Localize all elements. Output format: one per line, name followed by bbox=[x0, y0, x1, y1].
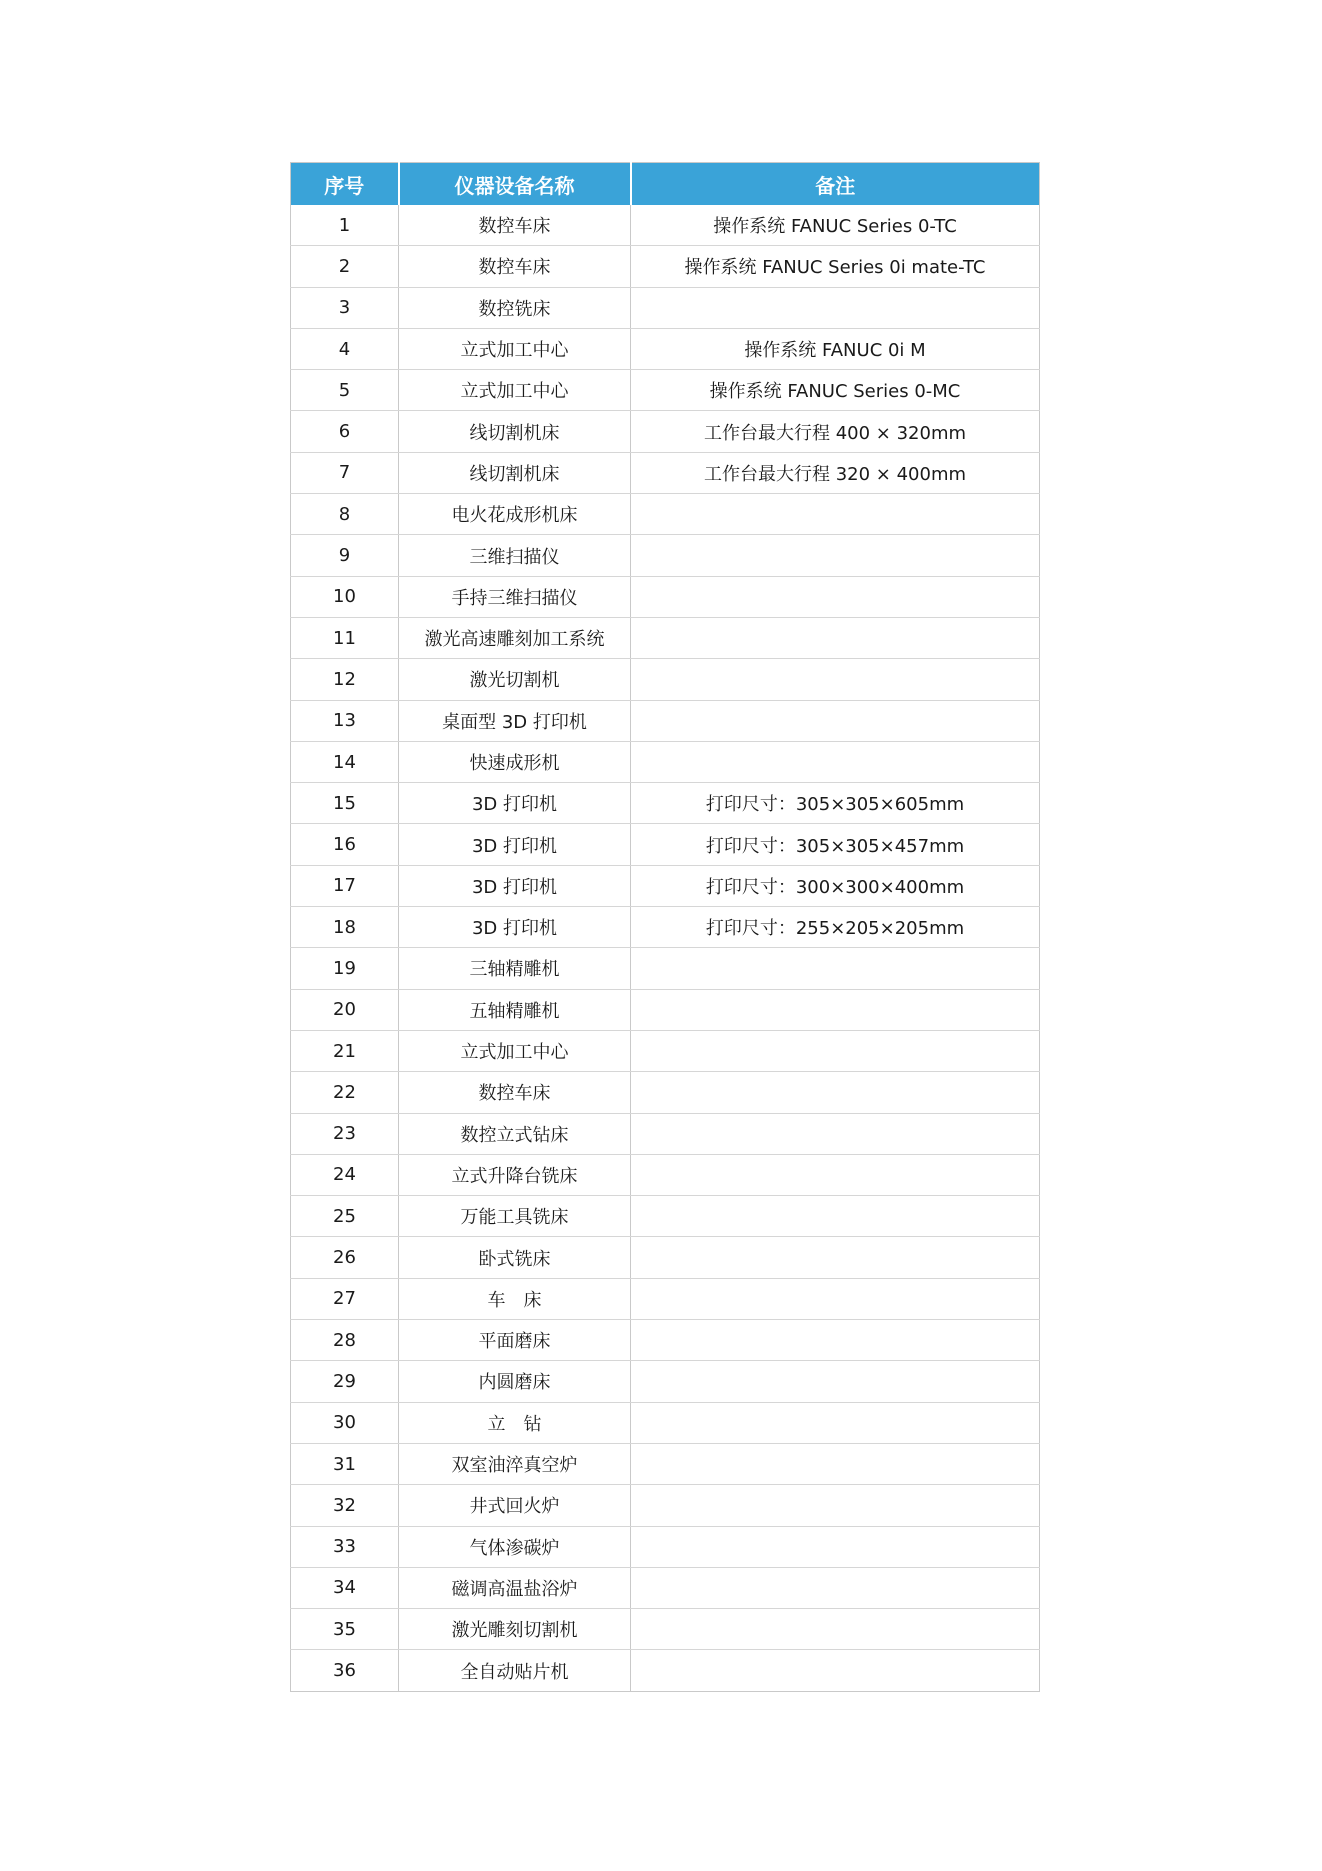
cell-equipment-name: 磁调高温盐浴炉 bbox=[399, 1567, 631, 1608]
cell-remarks bbox=[631, 1154, 1040, 1195]
table-row bbox=[291, 989, 1040, 1030]
table-row bbox=[291, 617, 1040, 658]
cell-serial-number: 35 bbox=[291, 1609, 399, 1650]
cell-serial-number: 22 bbox=[291, 1072, 399, 1113]
cell-equipment-name: 气体渗碳炉 bbox=[399, 1526, 631, 1567]
cell-equipment-name: 数控铣床 bbox=[399, 287, 631, 328]
table-row bbox=[291, 1237, 1040, 1278]
cell-equipment-name: 全自动贴片机 bbox=[399, 1650, 631, 1691]
cell-remarks bbox=[631, 1650, 1040, 1691]
cell-equipment-name: 立式加工中心 bbox=[399, 370, 631, 411]
cell-remarks: 操作系统 FANUC Series 0-TC bbox=[631, 205, 1040, 246]
cell-serial-number: 18 bbox=[291, 907, 399, 948]
cell-equipment-name: 快速成形机 bbox=[399, 741, 631, 782]
cell-equipment-name: 手持三维扫描仪 bbox=[399, 576, 631, 617]
cell-serial-number: 6 bbox=[291, 411, 399, 452]
cell-remarks bbox=[631, 1030, 1040, 1071]
cell-remarks: 工作台最大行程 320 × 400mm bbox=[631, 452, 1040, 493]
cell-serial-number: 3 bbox=[291, 287, 399, 328]
cell-serial-number: 14 bbox=[291, 741, 399, 782]
cell-equipment-name: 平面磨床 bbox=[399, 1320, 631, 1361]
header-row bbox=[291, 163, 1040, 206]
cell-remarks bbox=[631, 1609, 1040, 1650]
table-row bbox=[291, 1609, 1040, 1650]
cell-remarks: 打印尺寸：255×205×205mm bbox=[631, 907, 1040, 948]
cell-serial-number: 10 bbox=[291, 576, 399, 617]
cell-remarks bbox=[631, 535, 1040, 576]
cell-serial-number: 32 bbox=[291, 1485, 399, 1526]
cell-remarks bbox=[631, 287, 1040, 328]
cell-equipment-name: 数控立式钻床 bbox=[399, 1113, 631, 1154]
cell-serial-number: 21 bbox=[291, 1030, 399, 1071]
cell-serial-number: 9 bbox=[291, 535, 399, 576]
cell-equipment-name: 井式回火炉 bbox=[399, 1485, 631, 1526]
cell-equipment-name: 3D 打印机 bbox=[399, 824, 631, 865]
cell-remarks bbox=[631, 989, 1040, 1030]
cell-serial-number: 30 bbox=[291, 1402, 399, 1443]
table-row bbox=[291, 411, 1040, 452]
cell-equipment-name: 万能工具铣床 bbox=[399, 1196, 631, 1237]
cell-serial-number: 23 bbox=[291, 1113, 399, 1154]
cell-serial-number: 24 bbox=[291, 1154, 399, 1195]
cell-equipment-name: 五轴精雕机 bbox=[399, 989, 631, 1030]
table-row bbox=[291, 1485, 1040, 1526]
cell-serial-number: 15 bbox=[291, 783, 399, 824]
cell-equipment-name: 立 钻 bbox=[399, 1402, 631, 1443]
cell-remarks: 操作系统 FANUC Series 0i mate-TC bbox=[631, 246, 1040, 287]
cell-remarks bbox=[631, 1567, 1040, 1608]
table-header bbox=[291, 163, 1040, 206]
table-row bbox=[291, 1526, 1040, 1567]
cell-serial-number: 12 bbox=[291, 659, 399, 700]
cell-equipment-name: 车 床 bbox=[399, 1278, 631, 1319]
cell-serial-number: 29 bbox=[291, 1361, 399, 1402]
cell-serial-number: 5 bbox=[291, 370, 399, 411]
cell-remarks bbox=[631, 1443, 1040, 1484]
cell-equipment-name: 数控车床 bbox=[399, 246, 631, 287]
cell-remarks bbox=[631, 1485, 1040, 1526]
table-row bbox=[291, 1278, 1040, 1319]
cell-remarks bbox=[631, 1113, 1040, 1154]
cell-serial-number: 31 bbox=[291, 1443, 399, 1484]
cell-remarks bbox=[631, 1361, 1040, 1402]
table-body bbox=[291, 205, 1040, 1691]
table-row bbox=[291, 700, 1040, 741]
cell-remarks: 操作系统 FANUC 0i M bbox=[631, 328, 1040, 369]
cell-serial-number: 4 bbox=[291, 328, 399, 369]
table-row bbox=[291, 783, 1040, 824]
table-row bbox=[291, 328, 1040, 369]
cell-remarks bbox=[631, 617, 1040, 658]
table-row bbox=[291, 452, 1040, 493]
cell-remarks bbox=[631, 659, 1040, 700]
cell-serial-number: 26 bbox=[291, 1237, 399, 1278]
cell-equipment-name: 桌面型 3D 打印机 bbox=[399, 700, 631, 741]
table-row bbox=[291, 1113, 1040, 1154]
cell-serial-number: 1 bbox=[291, 205, 399, 246]
cell-remarks bbox=[631, 1072, 1040, 1113]
cell-serial-number: 19 bbox=[291, 948, 399, 989]
table-row bbox=[291, 1567, 1040, 1608]
cell-equipment-name: 3D 打印机 bbox=[399, 865, 631, 906]
table-row bbox=[291, 1196, 1040, 1237]
cell-serial-number: 36 bbox=[291, 1650, 399, 1691]
cell-equipment-name: 线切割机床 bbox=[399, 411, 631, 452]
cell-equipment-name: 3D 打印机 bbox=[399, 907, 631, 948]
table-row bbox=[291, 948, 1040, 989]
cell-remarks bbox=[631, 1320, 1040, 1361]
cell-equipment-name: 立式加工中心 bbox=[399, 1030, 631, 1071]
cell-equipment-name: 内圆磨床 bbox=[399, 1361, 631, 1402]
table-row bbox=[291, 1443, 1040, 1484]
cell-remarks bbox=[631, 1526, 1040, 1567]
header-remarks: 备注 bbox=[631, 163, 1040, 206]
table-row bbox=[291, 246, 1040, 287]
cell-remarks bbox=[631, 576, 1040, 617]
cell-equipment-name: 双室油淬真空炉 bbox=[399, 1443, 631, 1484]
cell-equipment-name: 线切割机床 bbox=[399, 452, 631, 493]
cell-serial-number: 33 bbox=[291, 1526, 399, 1567]
cell-serial-number: 28 bbox=[291, 1320, 399, 1361]
cell-remarks: 打印尺寸：300×300×400mm bbox=[631, 865, 1040, 906]
table-row bbox=[291, 370, 1040, 411]
cell-equipment-name: 三轴精雕机 bbox=[399, 948, 631, 989]
header-serial-number: 序号 bbox=[291, 163, 399, 206]
cell-equipment-name: 激光切割机 bbox=[399, 659, 631, 700]
cell-serial-number: 8 bbox=[291, 494, 399, 535]
table-row bbox=[291, 824, 1040, 865]
cell-serial-number: 11 bbox=[291, 617, 399, 658]
cell-remarks bbox=[631, 700, 1040, 741]
cell-remarks bbox=[631, 1402, 1040, 1443]
table-row bbox=[291, 1320, 1040, 1361]
table-row bbox=[291, 1030, 1040, 1071]
table-row bbox=[291, 576, 1040, 617]
cell-remarks bbox=[631, 1237, 1040, 1278]
cell-remarks bbox=[631, 741, 1040, 782]
cell-remarks: 操作系统 FANUC Series 0-MC bbox=[631, 370, 1040, 411]
cell-serial-number: 34 bbox=[291, 1567, 399, 1608]
table-row bbox=[291, 741, 1040, 782]
cell-equipment-name: 激光高速雕刻加工系统 bbox=[399, 617, 631, 658]
cell-equipment-name: 数控车床 bbox=[399, 1072, 631, 1113]
header-equipment-name: 仪器设备名称 bbox=[399, 163, 631, 206]
cell-remarks: 打印尺寸：305×305×457mm bbox=[631, 824, 1040, 865]
table-row bbox=[291, 1402, 1040, 1443]
cell-serial-number: 7 bbox=[291, 452, 399, 493]
table-row bbox=[291, 865, 1040, 906]
table-row bbox=[291, 535, 1040, 576]
table-row bbox=[291, 1361, 1040, 1402]
cell-equipment-name: 数控车床 bbox=[399, 205, 631, 246]
cell-equipment-name: 激光雕刻切割机 bbox=[399, 1609, 631, 1650]
cell-equipment-name: 卧式铣床 bbox=[399, 1237, 631, 1278]
cell-remarks: 打印尺寸：305×305×605mm bbox=[631, 783, 1040, 824]
cell-remarks bbox=[631, 948, 1040, 989]
cell-serial-number: 25 bbox=[291, 1196, 399, 1237]
cell-serial-number: 2 bbox=[291, 246, 399, 287]
table-row bbox=[291, 287, 1040, 328]
table-row bbox=[291, 1650, 1040, 1691]
equipment-table bbox=[290, 162, 1040, 1692]
cell-serial-number: 16 bbox=[291, 824, 399, 865]
cell-serial-number: 27 bbox=[291, 1278, 399, 1319]
cell-serial-number: 13 bbox=[291, 700, 399, 741]
cell-equipment-name: 三维扫描仪 bbox=[399, 535, 631, 576]
table-row bbox=[291, 205, 1040, 246]
cell-equipment-name: 3D 打印机 bbox=[399, 783, 631, 824]
table-row bbox=[291, 1154, 1040, 1195]
table-row bbox=[291, 494, 1040, 535]
cell-equipment-name: 立式加工中心 bbox=[399, 328, 631, 369]
cell-equipment-name: 电火花成形机床 bbox=[399, 494, 631, 535]
cell-remarks: 工作台最大行程 400 × 320mm bbox=[631, 411, 1040, 452]
table-row bbox=[291, 907, 1040, 948]
cell-remarks bbox=[631, 1196, 1040, 1237]
cell-remarks bbox=[631, 494, 1040, 535]
cell-serial-number: 17 bbox=[291, 865, 399, 906]
cell-serial-number: 20 bbox=[291, 989, 399, 1030]
table-row bbox=[291, 1072, 1040, 1113]
cell-remarks bbox=[631, 1278, 1040, 1319]
table-row bbox=[291, 659, 1040, 700]
cell-equipment-name: 立式升降台铣床 bbox=[399, 1154, 631, 1195]
